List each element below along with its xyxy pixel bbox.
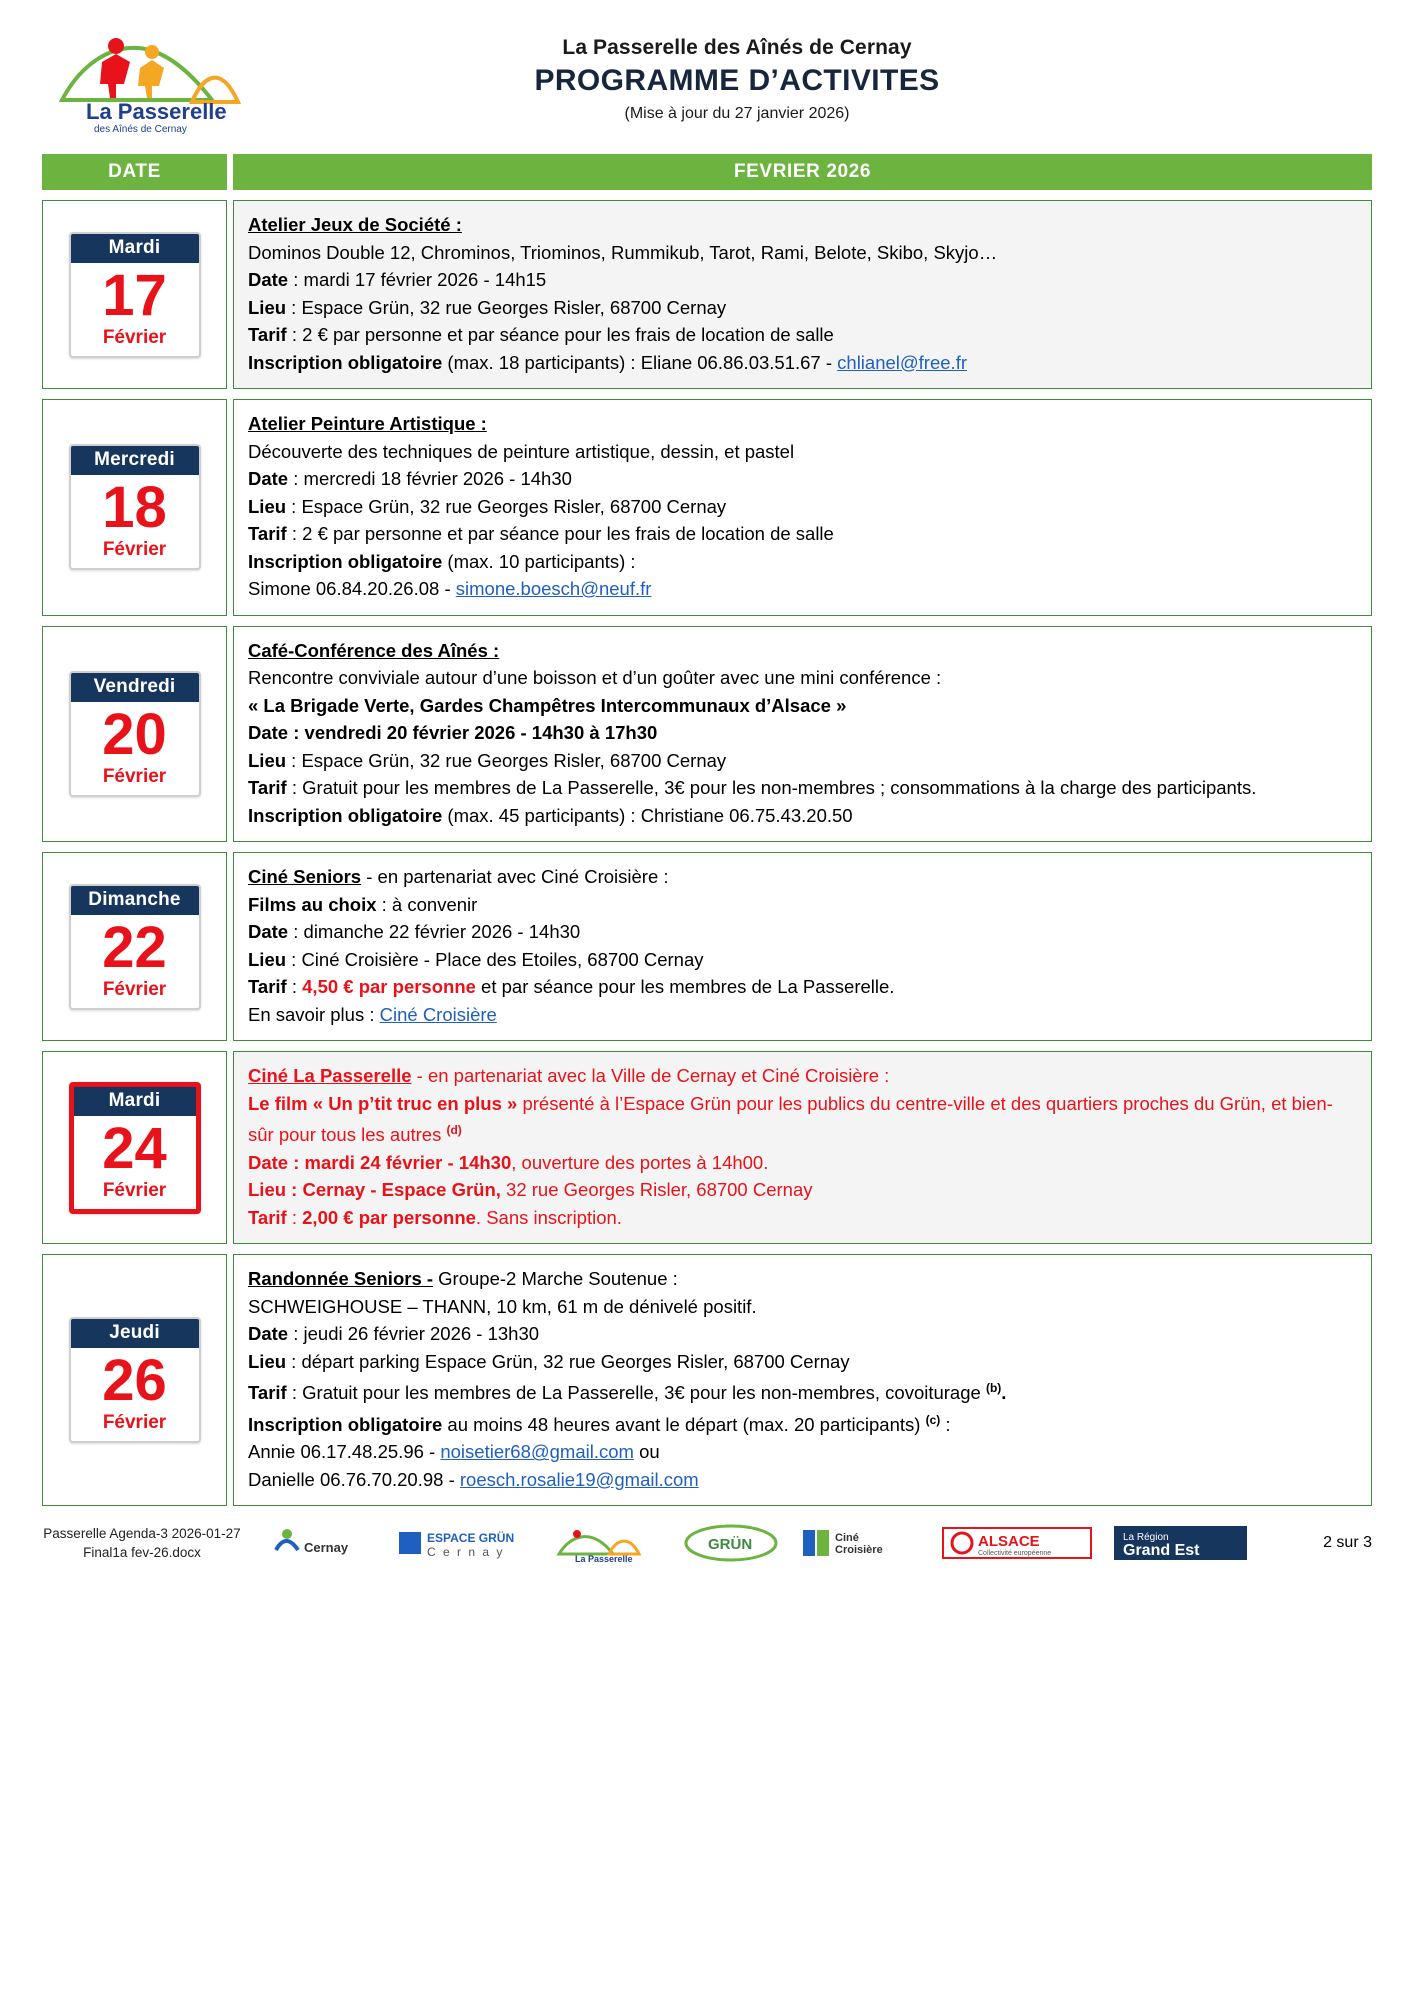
contact-name: Danielle 06.76.70.20.98 -	[248, 1468, 460, 1490]
footnote-marker: (b)	[985, 1381, 1002, 1396]
day-number: 18	[102, 475, 167, 541]
svg-text:des Aînés de Cernay: des Aînés de Cernay	[94, 124, 187, 134]
value-tarif: : Gratuit pour les membres de La Passerelle, 3€ pour les non-membres, covoiturage	[286, 1382, 986, 1404]
tarif-price: 2,00 € par personne	[302, 1206, 476, 1228]
date-cell	[42, 852, 227, 1041]
cine-croisiere-logo	[801, 1522, 921, 1564]
column-header-date: DATE	[42, 154, 227, 190]
day-number: 20	[102, 701, 167, 767]
event-title: Randonnée Seniors -	[248, 1268, 434, 1290]
svg-text:ESPACE GRÜN: ESPACE GRÜN	[427, 1531, 515, 1546]
date-card-highlighted	[69, 1082, 201, 1214]
day-number: 26	[102, 1348, 167, 1414]
label-date: Date	[248, 921, 289, 942]
contact-name: Simone 06.84.20.26.08 -	[248, 578, 456, 599]
value-lieu: 32 rue Georges Risler, 68700 Cernay	[500, 1179, 813, 1201]
date-card	[69, 884, 201, 1010]
value-inscription: (max. 18 participants) : Eliane 06.86.03.51.67 -	[442, 351, 838, 373]
label-films: Films au choix	[248, 893, 377, 915]
region-grand-est-logo	[1113, 1522, 1248, 1564]
label-tarif: Tarif	[248, 976, 287, 997]
label-lieu: Lieu : Cernay - Espace Grün,	[248, 1179, 501, 1201]
svg-text:Cernay: Cernay	[304, 1540, 349, 1556]
passerelle-logo-small	[553, 1522, 663, 1564]
event-details	[233, 626, 1372, 843]
cine-croisiere-link[interactable]: Ciné Croisière	[379, 1003, 497, 1025]
page-number: 2 sur 3	[1323, 1534, 1372, 1552]
event-details: Ciné Seniors - en partenariat avec Ciné Croisière : Films au choix : à convenir Date : dimanche 22 février 2026 - 14h30 Lieu : Ciné Croisière - Place des Etoiles, 68700 Cernay Tarif : 4,50 € par personne et par séance pour les membres de La Passerelle. En savoir plus : Ciné Croisière	[233, 852, 1372, 1041]
event-description: Découverte des techniques de peinture artistique, dessin, et pastel	[248, 440, 795, 462]
partner-logos	[256, 1522, 1258, 1564]
event-games-list: Dominos Double 12, Chrominos, Triominos, Rummikub, Tarot, Rami, Belote, Skibo, Skyjo…	[248, 241, 998, 263]
value-inscription: (max. 10 participants) :	[442, 550, 636, 572]
event-title-rest: Groupe-2 Marche Soutenue :	[433, 1268, 678, 1290]
label-date: Date	[248, 468, 289, 489]
email-link[interactable]: noisetier68@gmail.com	[440, 1441, 634, 1463]
day-of-week: Mercredi	[71, 446, 199, 475]
event-details: Ciné La Passerelle - en partenariat avec la Ville de Cernay et Ciné Croisière : Le film « Un p’tit truc en plus » présenté à l’Espace Grün pour les publics du centre-ville et des quartiers proches du Grün, et bien-sûr pour tous les autres $^{(d)}$ Date : mardi 24 février - 14h30, ouverture des portes à 14h00. Lieu : Cernay - Espace Grün, 32 rue Georges Risler, 68700 Cernay Tarif : 2,00 € par personne. Sans inscription.	[233, 1051, 1372, 1244]
value-films: : à convenir	[376, 893, 478, 915]
month-label: Février	[102, 326, 167, 348]
email-link[interactable]: simone.boesch@neuf.fr	[455, 578, 652, 599]
grun-logo	[684, 1522, 779, 1564]
day-of-week: Vendredi	[71, 673, 199, 702]
tarif-price: 4,50 € par personne	[302, 976, 476, 997]
event-quote: « La Brigade Verte, Gardes Champêtres Intercommunaux d’Alsace »	[248, 694, 847, 716]
event-title: Atelier Peinture Artistique :	[248, 413, 487, 434]
value-lieu: : départ parking Espace Grün, 32 rue Georges Risler, 68700 Cernay	[286, 1350, 850, 1372]
date-cell	[42, 399, 227, 616]
date-card	[69, 232, 201, 358]
column-header-month: FEVRIER 2026	[233, 154, 1372, 190]
label-tarif: Tarif	[248, 1382, 287, 1404]
value-date: : jeudi 26 février 2026 - 13h30	[288, 1323, 540, 1345]
value-tarif: : 2 € par personne et par séance pour les frais de location de salle	[286, 324, 834, 345]
footnote-marker: (c)	[925, 1412, 941, 1427]
svg-text:ALSACE: ALSACE	[977, 1533, 1040, 1551]
event-title-rest: - en partenariat avec Ciné Croisière :	[361, 866, 669, 887]
day-number: 24	[102, 1115, 167, 1181]
label-lieu: Lieu	[248, 296, 287, 318]
value-inscription-end: :	[940, 1413, 951, 1435]
value-inscription: au moins 48 heures avant le départ (max. 20 participants)	[442, 1413, 926, 1435]
label-tarif: Tarif	[248, 324, 287, 345]
event-title-rest: - en partenariat avec la Ville de Cernay et Ciné Croisière :	[411, 1065, 890, 1086]
date-card	[69, 671, 201, 797]
value-date: : mercredi 18 février 2026 - 14h30	[288, 468, 572, 489]
footnote-marker: (d)	[446, 1123, 462, 1137]
value-lieu: : Ciné Croisière - Place des Etoiles, 68700 Cernay	[286, 948, 704, 970]
event-details	[233, 399, 1372, 616]
value-inscription: (max. 45 participants) : Christiane 06.75.43.20.50	[442, 804, 853, 826]
label-inscription: Inscription obligatoire	[248, 1413, 443, 1435]
org-title: La Passerelle des Aînés de Cernay	[562, 36, 912, 59]
value-tarif: . Sans inscription.	[475, 1206, 622, 1228]
table-row	[42, 626, 1372, 843]
alsace-logo	[942, 1522, 1092, 1564]
event-title: Café-Conférence des Aînés :	[248, 639, 500, 661]
label-tarif: Tarif	[248, 523, 287, 544]
day-number: 17	[102, 262, 167, 328]
label-date: Date	[248, 1323, 289, 1345]
day-number: 22	[102, 914, 167, 980]
table-row	[42, 399, 1372, 616]
day-of-week: Mardi	[71, 234, 199, 263]
table-row	[42, 200, 1372, 389]
value-date: : mardi 17 février 2026 - 14h15	[288, 269, 547, 290]
label-tarif: Tarif	[248, 1206, 287, 1228]
svg-text:Croisière: Croisière	[834, 1544, 883, 1557]
event-details	[233, 200, 1372, 389]
date-cell	[42, 1051, 227, 1244]
table-row	[42, 1051, 1372, 1244]
svg-text:La Passerelle: La Passerelle	[86, 99, 227, 124]
email-link[interactable]: chlianel@free.fr	[837, 351, 967, 373]
label-lieu: Lieu	[248, 1350, 287, 1372]
cernay-logo	[266, 1522, 376, 1564]
file-name-note: Passerelle Agenda-3 2026-01-27 Final1a fev-26.docx	[43, 1526, 241, 1561]
table-row	[42, 852, 1372, 1041]
date-cell	[42, 626, 227, 843]
label-date: Date	[248, 269, 289, 290]
date-card	[69, 444, 201, 570]
table-header	[42, 154, 1372, 190]
event-title: Atelier Jeux de Société :	[248, 214, 462, 235]
date-cell	[42, 1254, 227, 1506]
svg-text:C e r n a y: C e r n a y	[427, 1545, 505, 1560]
day-of-week: Mardi	[74, 1087, 196, 1116]
month-label: Février	[102, 539, 167, 561]
label-lieu: Lieu	[248, 495, 287, 517]
value-tarif: et par séance pour les membres de La Passerelle.	[475, 976, 895, 997]
month-label: Février	[102, 1179, 167, 1201]
month-label: Février	[102, 765, 167, 787]
day-of-week: Dimanche	[71, 886, 199, 915]
event-title: Ciné Seniors	[248, 866, 362, 887]
contact-separator: ou	[633, 1441, 660, 1463]
svg-text:Ciné: Ciné	[834, 1532, 859, 1545]
svg-text:GRÜN: GRÜN	[708, 1536, 753, 1554]
value-lieu: : Espace Grün, 32 rue Georges Risler, 68700 Cernay	[286, 296, 727, 318]
document-header	[42, 22, 1372, 140]
label-inscription: Inscription obligatoire	[248, 550, 443, 572]
svg-text:Collectivité européenne: Collectivité européenne	[977, 1550, 1051, 1558]
film-title: Le film « Un p’tit truc en plus »	[248, 1092, 518, 1114]
contact-name: Annie 06.17.48.25.96 -	[248, 1441, 441, 1463]
label-inscription: Inscription obligatoire	[248, 804, 443, 826]
value-date: Date : mardi 24 février - 14h30	[248, 1151, 512, 1173]
passerelle-logo	[42, 22, 272, 134]
update-note: (Mise à jour du 27 janvier 2026)	[624, 105, 850, 122]
svg-text:La Région: La Région	[1122, 1532, 1169, 1544]
value-date: Date : vendredi 20 février 2026 - 14h30 à 17h30	[248, 722, 658, 743]
event-description: Rencontre conviviale autour d’une boisson et d’un goûter avec une mini conférence :	[248, 667, 942, 688]
event-description: SCHWEIGHOUSE – THANN, 10 km, 61 m de dénivelé positif.	[248, 1295, 757, 1317]
value-tarif: : 2 € par personne et par séance pour les frais de location de salle	[286, 523, 834, 544]
value-tarif: : Gratuit pour les membres de La Passerelle, 3€ pour les non-membres ; consommations à la charge des participants.	[286, 777, 1257, 798]
table-row	[42, 1254, 1372, 1506]
document-footer	[42, 1522, 1372, 1578]
label-lieu: Lieu	[248, 749, 287, 771]
svg-text:Grand Est: Grand Est	[1122, 1542, 1200, 1560]
label-more-info: En savoir plus :	[248, 1003, 380, 1025]
film-description: présenté à l’Espace Grün pour les publics du centre-ville et des quartiers proches du Grün, et bien-sûr pour tous les autres	[248, 1092, 1333, 1146]
value-date-rest: , ouverture des portes à 14h00.	[511, 1151, 769, 1173]
event-title: Ciné La Passerelle	[248, 1065, 412, 1086]
espace-grun-logo	[397, 1522, 532, 1564]
label-tarif: Tarif	[248, 777, 287, 798]
label-lieu: Lieu	[248, 948, 287, 970]
month-label: Février	[102, 1412, 167, 1434]
date-card	[69, 1317, 201, 1443]
value-date: : dimanche 22 février 2026 - 14h30	[288, 921, 581, 942]
email-link[interactable]: roesch.rosalie19@gmail.com	[459, 1468, 699, 1490]
svg-text:La Passerelle: La Passerelle	[575, 1554, 633, 1565]
event-details: Randonnée Seniors - Groupe-2 Marche Soutenue : SCHWEIGHOUSE – THANN, 10 km, 61 m de dénivelé positif. Date : jeudi 26 février 2026 - 13h30 Lieu : départ parking Espace Grün, 32 rue Georges Risler, 68700 Cernay Tarif : Gratuit pour les membres de La Passerelle, 3€ pour les non-membres, covoiturage $^{(b)}$. Inscription obligatoire au moins 48 heures avant le départ (max. 20 participants) $^{(c)}$ : Annie 06.17.48.25.96 - noisetier68@gmail.com ou Danielle 06.76.70.20.98 - roesch.rosalie19@gmail.com	[233, 1254, 1372, 1506]
month-label: Février	[102, 978, 167, 1000]
day-of-week: Jeudi	[71, 1319, 199, 1348]
date-cell	[42, 200, 227, 389]
value-lieu: : Espace Grün, 32 rue Georges Risler, 68700 Cernay	[286, 749, 727, 771]
value-lieu: : Espace Grün, 32 rue Georges Risler, 68700 Cernay	[286, 495, 727, 517]
page-title: PROGRAMME D’ACTIVITES	[534, 64, 940, 97]
label-inscription: Inscription obligatoire	[248, 351, 443, 373]
